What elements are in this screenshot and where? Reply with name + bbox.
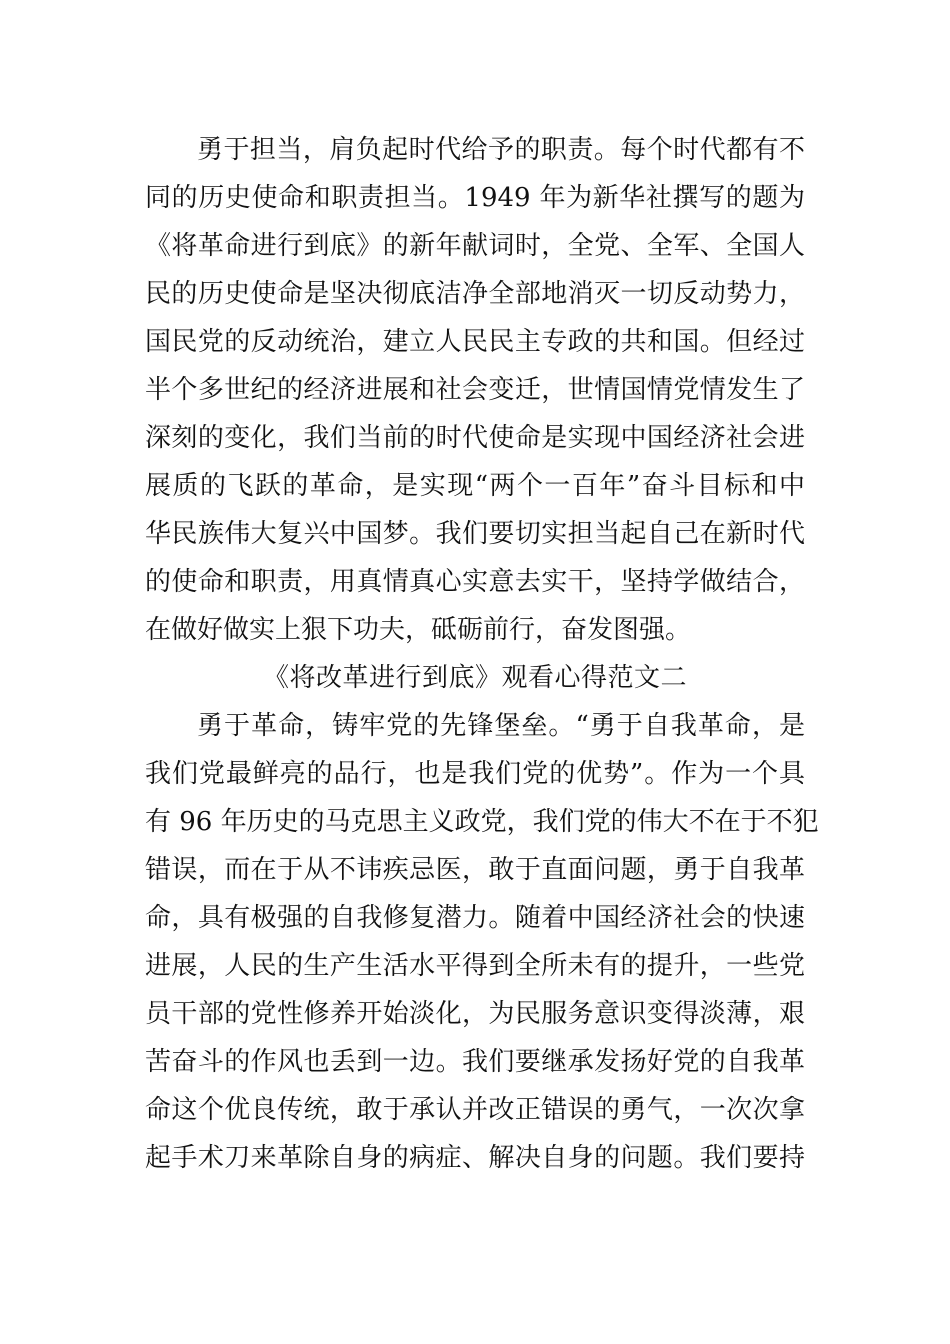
paragraph-1-line-8: 展质的飞跃的革命，是实现“两个一百年”奋斗目标和中 — [145, 471, 805, 501]
paragraph-2-line-6: 进展，人民的生产生活水平得到全所未有的提升，一些党 — [145, 951, 805, 981]
paragraph-1-line-3: 《将革命进行到底》的新年献词时，全党、全军、全国人 — [145, 231, 805, 261]
paragraph-2-line-5: 命，具有极强的自我修复潜力。随着中国经济社会的快速 — [145, 903, 805, 933]
section-heading: 《将改革进行到底》观看心得范文二 — [262, 663, 687, 693]
paragraph-2-line-3: 有 96 年历史的马克思主义政党，我们党的伟大不在于不犯 — [145, 807, 819, 837]
paragraph-2-line-10: 起手术刀来革除自身的病症、解决自身的问题。我们要持 — [145, 1143, 805, 1173]
paragraph-2-line-4: 错误，而在于从不讳疾忌医，敢于直面问题，勇于自我革 — [145, 855, 805, 885]
paragraph-1-line-4: 民的历史使命是坚决彻底洁净全部地消灭一切反动势力， — [145, 279, 805, 309]
paragraph-2-line-1: 勇于革命，铸牢党的先锋堡垒。“勇于自我革命，是 — [197, 711, 805, 741]
paragraph-2-line-2: 我们党最鲜亮的品行，也是我们党的优势”。作为一个具 — [145, 759, 805, 789]
paragraph-1-line-11: 在做好做实上狠下功夫，砥砺前行，奋发图强。 — [145, 615, 692, 645]
paragraph-2-line-9: 命这个优良传统，敢于承认并改正错误的勇气，一次次拿 — [145, 1095, 805, 1125]
paragraph-1-line-6: 半个多世纪的经济进展和社会变迁，世情国情党情发生了 — [145, 375, 805, 405]
paragraph-1-line-9: 华民族伟大复兴中国梦。我们要切实担当起自己在新时代 — [145, 519, 805, 549]
paragraph-1-line-1: 勇于担当，肩负起时代给予的职责。每个时代都有不 — [197, 135, 805, 165]
paragraph-1-line-10: 的使命和职责，用真情真心实意去实干，坚持学做结合， — [145, 567, 805, 597]
paragraph-1-line-7: 深刻的变化，我们当前的时代使命是实现中国经济社会进 — [145, 423, 805, 453]
paragraph-1-line-5: 国民党的反动统治，建立人民民主专政的共和国。但经过 — [145, 327, 805, 357]
paragraph-1-line-2: 同的历史使命和职责担当。1949 年为新华社撰写的题为 — [145, 183, 805, 213]
paragraph-2-line-7: 员干部的党性修养开始淡化，为民服务意识变得淡薄，艰 — [145, 999, 805, 1029]
paragraph-2-line-8: 苦奋斗的作风也丢到一边。我们要继承发扬好党的自我革 — [145, 1047, 805, 1077]
